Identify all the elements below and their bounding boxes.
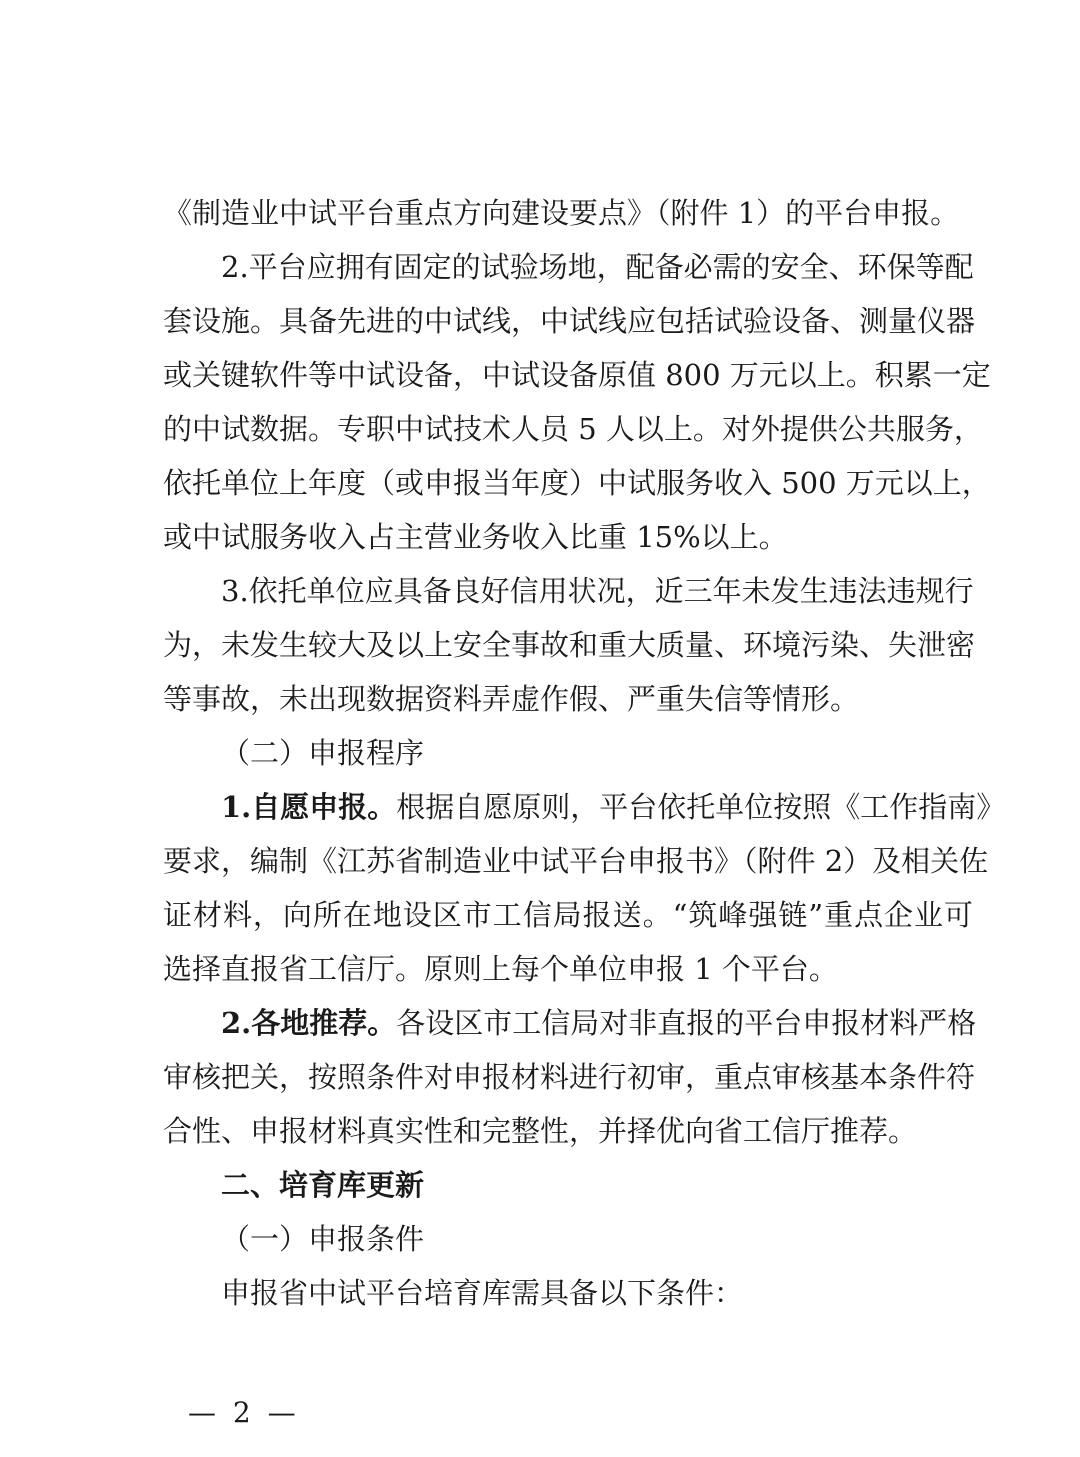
text-line: 或关键软件等中试设备，中试设备原值 800 万元以上。积累一定: [163, 358, 991, 392]
procedure-item-1-title: 1.自愿申报。: [221, 790, 397, 824]
procedure-item-2-line: [163, 996, 977, 1050]
page-number: — 2 —: [188, 1396, 300, 1429]
text-line: 《制造业中试平台重点方向建设要点》（附件 1）的平台申报。: [163, 196, 960, 230]
procedure-item-1-text: 根据自愿原则，平台依托单位按照《工作指南》: [396, 790, 1006, 824]
text-line: 2.平台应拥有固定的试验场地，配备必需的安全、环保等配: [221, 250, 974, 284]
procedure-item-2-text: 各设区市工信局对非直报的平台申报材料严格: [396, 1006, 977, 1040]
text-line: 套设施。具备先进的中试线，中试线应包括试验设备、测量仪器: [163, 304, 976, 338]
section-heading-procedure: （二）申报程序: [221, 736, 425, 770]
text-line: 为，未发生较大及以上安全事故和重大质量、环境污染、失泄密: [163, 628, 976, 662]
part-two-intro: 申报省中试平台培育库需具备以下条件：: [221, 1276, 744, 1310]
procedure-item-2-title: 2.各地推荐。: [221, 1006, 397, 1040]
part-two-heading: 二、培育库更新: [221, 1168, 425, 1202]
part-two-subheading: （一）申报条件: [221, 1222, 425, 1256]
text-line: 选择直报省工信厅。原则上每个单位申报 1 个平台。: [163, 952, 838, 986]
text-line: 合性、申报材料真实性和完整性，并择优向省工信厅推荐。: [163, 1114, 918, 1148]
text-line: 等事故，未出现数据资料弄虚作假、严重失信等情形。: [163, 682, 860, 716]
procedure-item-1-line: [163, 780, 1006, 834]
text-line: 的中试数据。专职中试技术人员 5 人以上。对外提供公共服务，: [163, 412, 983, 446]
document-body: [163, 186, 1006, 1320]
text-line: 3.依托单位应具备良好信用状况，近三年未发生违法违规行: [221, 574, 974, 608]
text-line: 证材料，向所在地设区市工信局报送。“筑峰强链”重点企业可: [163, 898, 973, 932]
text-line: 要求，编制《江苏省制造业中试平台申报书》（附件 2）及相关佐: [163, 844, 989, 878]
text-line: 审核把关，按照条件对申报材料进行初审，重点审核基本条件符: [163, 1060, 976, 1094]
text-line: 依托单位上年度（或申报当年度）中试服务收入 500 万元以上，: [163, 466, 991, 500]
text-line: 或中试服务收入占主营业务收入比重 15%以上。: [163, 520, 788, 554]
